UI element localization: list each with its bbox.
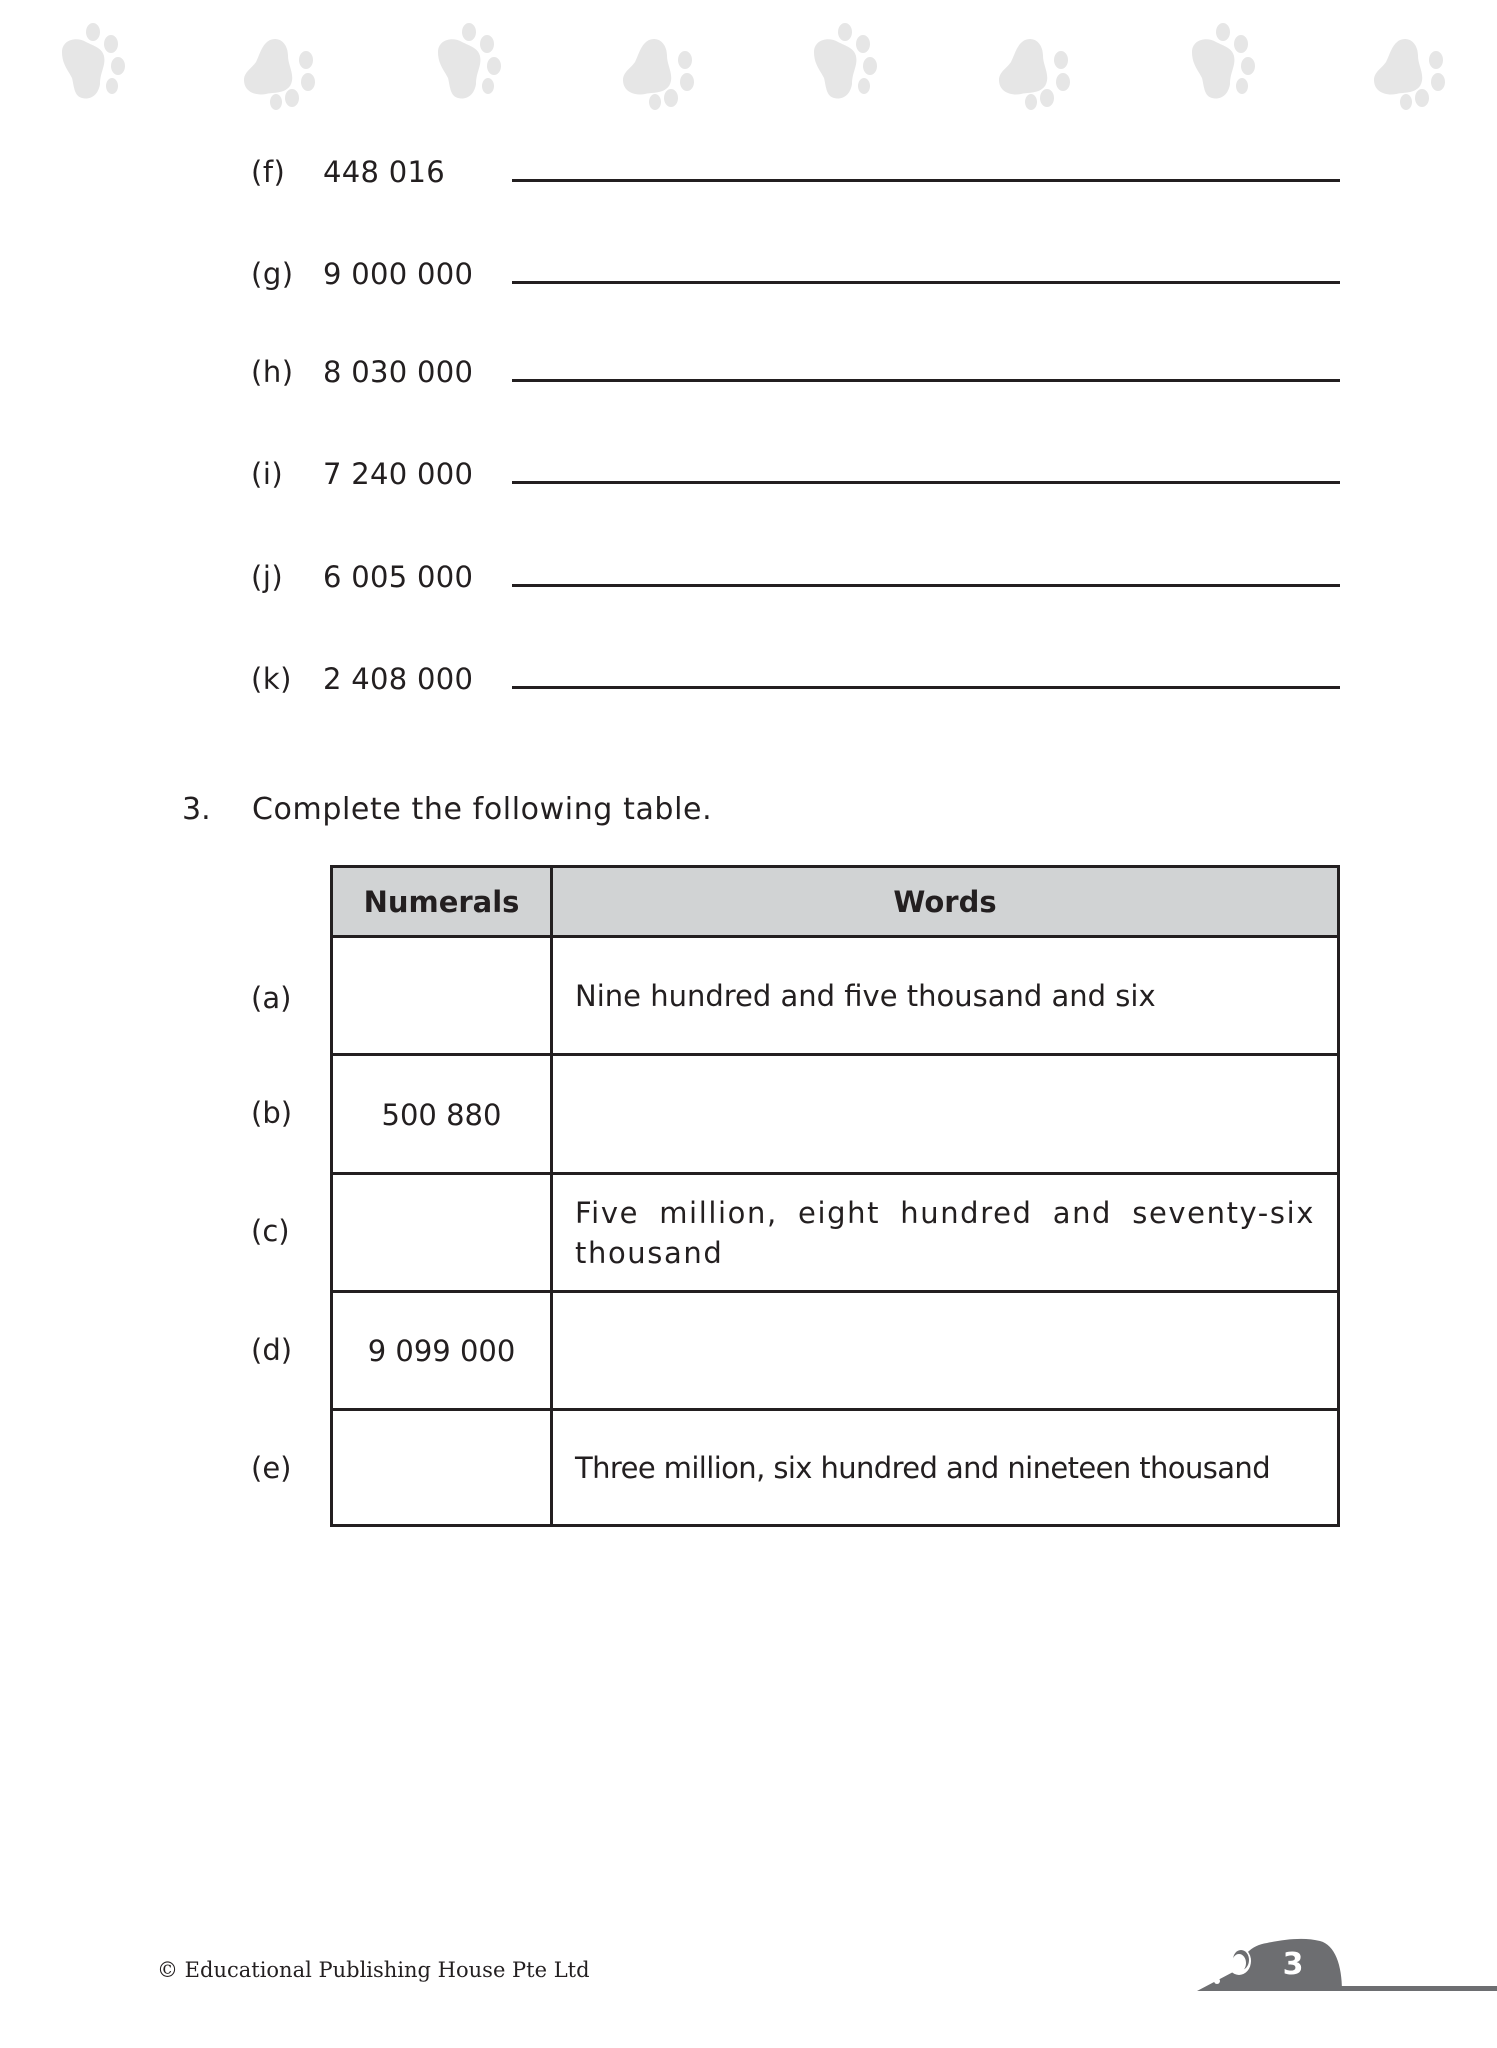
row-label: (b)	[251, 1096, 293, 1130]
mouse-icon	[1195, 1935, 1497, 1995]
answer-line[interactable]	[512, 584, 1340, 587]
item-label: (f)	[251, 155, 286, 189]
item-label: (j)	[251, 560, 284, 594]
item-label: (h)	[251, 355, 294, 389]
paw-print-icon	[806, 22, 886, 102]
paw-print-icon	[1370, 32, 1450, 112]
exercise-item	[0, 454, 1497, 494]
item-label: (i)	[251, 457, 284, 491]
copyright-notice: © Educational Publishing House Pte Ltd	[157, 1958, 590, 1982]
cell-numerals-d[interactable]: 9 099 000	[367, 1334, 516, 1368]
answer-line[interactable]	[512, 179, 1340, 182]
item-numeral: 2 408 000	[323, 662, 474, 696]
cell-words-a[interactable]: Nine hundred and five thousand and six	[575, 979, 1156, 1013]
numerals-words-table	[330, 865, 1340, 1527]
paw-print-icon	[430, 22, 510, 102]
item-label: (k)	[251, 662, 292, 696]
answer-line[interactable]	[512, 481, 1340, 484]
row-label: (d)	[251, 1333, 293, 1367]
cell-numerals-b[interactable]: 500 880	[381, 1097, 502, 1132]
paw-print-icon	[240, 32, 320, 112]
item-numeral: 7 240 000	[323, 457, 474, 491]
header-numerals: Numerals	[363, 885, 520, 919]
paw-print-icon	[1184, 22, 1264, 102]
header-words: Words	[893, 885, 997, 919]
row-label: (a)	[251, 981, 292, 1015]
exercise-item	[0, 557, 1497, 597]
exercise-item	[0, 152, 1497, 192]
exercise-item	[0, 254, 1497, 294]
table-border	[330, 865, 1340, 1527]
question-instruction: Complete the following table.	[252, 792, 713, 827]
page-number: 3	[1282, 1947, 1304, 1982]
answer-line[interactable]	[512, 379, 1340, 382]
paw-print-icon	[54, 22, 134, 102]
paw-print-icon	[619, 32, 699, 112]
exercise-item	[0, 659, 1497, 699]
item-numeral: 8 030 000	[323, 355, 474, 389]
question-number: 3.	[182, 792, 211, 827]
row-label: (e)	[251, 1451, 292, 1485]
exercise-item	[0, 352, 1497, 392]
item-numeral: 448 016	[323, 155, 446, 189]
row-label: (c)	[251, 1214, 290, 1248]
item-label: (g)	[251, 257, 294, 291]
cell-words-e[interactable]: Three million, six hundred and nineteen thousand	[575, 1450, 1270, 1485]
answer-line[interactable]	[512, 686, 1340, 689]
answer-line[interactable]	[512, 281, 1340, 284]
paw-print-icon	[995, 32, 1075, 112]
page-badge	[1195, 1935, 1497, 1995]
item-numeral: 6 005 000	[323, 560, 474, 594]
item-numeral: 9 000 000	[323, 257, 474, 291]
cell-words-c[interactable]: Five million, eight hundred and seventy-six thousand	[575, 1196, 1315, 1270]
